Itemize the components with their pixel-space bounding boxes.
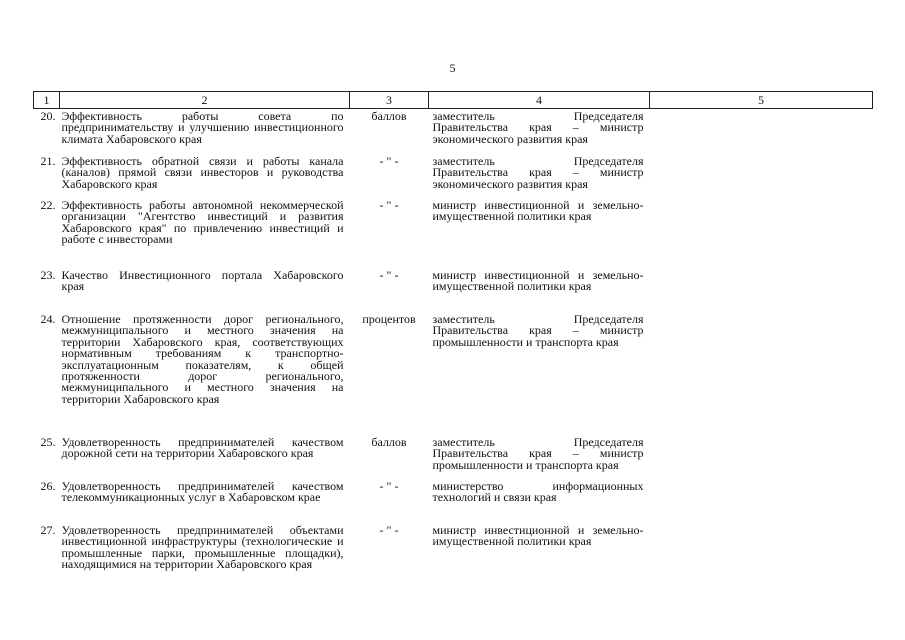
page-number: 5: [449, 61, 456, 75]
unit: - " -: [379, 479, 399, 493]
responsible: заместитель Председателя Правительства края – министр промышленности и транспорта края: [432, 312, 644, 349]
table-row: [34, 270, 873, 314]
indicator-name: Эффективность работы совета по предпринимательству и улучшению инвестиционного климата Хабаровского края: [61, 109, 344, 146]
indicators-table: [33, 91, 873, 571]
table-row: [34, 314, 873, 437]
unit: баллов: [371, 109, 407, 123]
table-row: [34, 200, 873, 270]
row-number: 21.: [40, 154, 56, 168]
responsible: заместитель Председателя Правительства края – министр промышленности и транспорта края: [432, 435, 644, 472]
responsible: министр инвестиционной и земельно-имущественной политики края: [432, 198, 644, 224]
column-5-cell: [650, 481, 873, 525]
column-header-5: 5: [650, 92, 873, 109]
responsible: министр инвестиционной и земельно-имущественной политики края: [432, 268, 644, 294]
column-5-cell: [650, 200, 873, 270]
column-5-cell: [650, 109, 873, 157]
unit: баллов: [371, 435, 407, 449]
indicator-name: Эффективность работы автономной некоммерческой организации "Агентство инвестиций и развития Хабаровского края" по привлечению инвестиций и работе с инвесторами: [61, 198, 344, 247]
column-5-cell: [650, 525, 873, 571]
unit: - " -: [379, 154, 399, 168]
unit: - " -: [379, 268, 399, 282]
indicator-name: Отношение протяженности дорог регионального, межмуниципального и местного значения на территории Хабаровского края, соответствующих нормативным требованиям к транспортно-эксплуатационным показателям, к общей протяженности дорог регионального, межмуниципального и местного значения на территории Хабаровского края: [61, 312, 344, 406]
responsible: министерство информационных технологий и связи края: [432, 479, 644, 505]
unit: - " -: [379, 198, 399, 212]
indicator-name: Удовлетворенность предпринимателей качеством дорожной сети на территории Хабаровского края: [61, 435, 344, 461]
column-5-cell: [650, 314, 873, 437]
column-5-cell: [650, 156, 873, 200]
responsible: заместитель Председателя Правительства края – министр экономического развития края: [432, 109, 644, 146]
column-header-1: 1: [34, 92, 60, 109]
table-row: [34, 156, 873, 200]
table-row: [34, 109, 873, 157]
indicator-name: Эффективность обратной связи и работы канала (каналов) прямой связи инвесторов и руководства Хабаровского края: [61, 154, 344, 191]
row-number: 22.: [40, 198, 56, 212]
responsible: заместитель Председателя Правительства края – министр экономического развития края: [432, 154, 644, 191]
row-number: 23.: [40, 268, 56, 282]
table-row: [34, 481, 873, 525]
indicator-name: Удовлетворенность предпринимателей качеством телекоммуникационных услуг в Хабаровском крае: [61, 479, 344, 505]
column-5-cell: [650, 270, 873, 314]
table-row: [34, 525, 873, 571]
indicator-name: Качество Инвестиционного портала Хабаровского края: [61, 268, 344, 294]
row-number: 27.: [40, 523, 56, 537]
table-header-row: [34, 92, 873, 109]
row-number: 24.: [40, 312, 56, 326]
column-5-cell: [650, 437, 873, 481]
row-number: 25.: [40, 435, 56, 449]
unit: - " -: [379, 523, 399, 537]
responsible: министр инвестиционной и земельно-имущественной политики края: [432, 523, 644, 549]
table-row: [34, 437, 873, 481]
indicator-name: Удовлетворенность предпринимателей объектами инвестиционной инфраструктуры (технологические и промышленные парки, промышленные площадки), находящимися на территории Хабаровского края: [61, 523, 344, 572]
column-header-4: 4: [429, 92, 650, 109]
row-number: 26.: [40, 479, 56, 493]
column-header-2: 2: [60, 92, 350, 109]
column-header-3: 3: [350, 92, 429, 109]
row-number: 20.: [40, 109, 56, 123]
unit: процентов: [362, 312, 416, 326]
